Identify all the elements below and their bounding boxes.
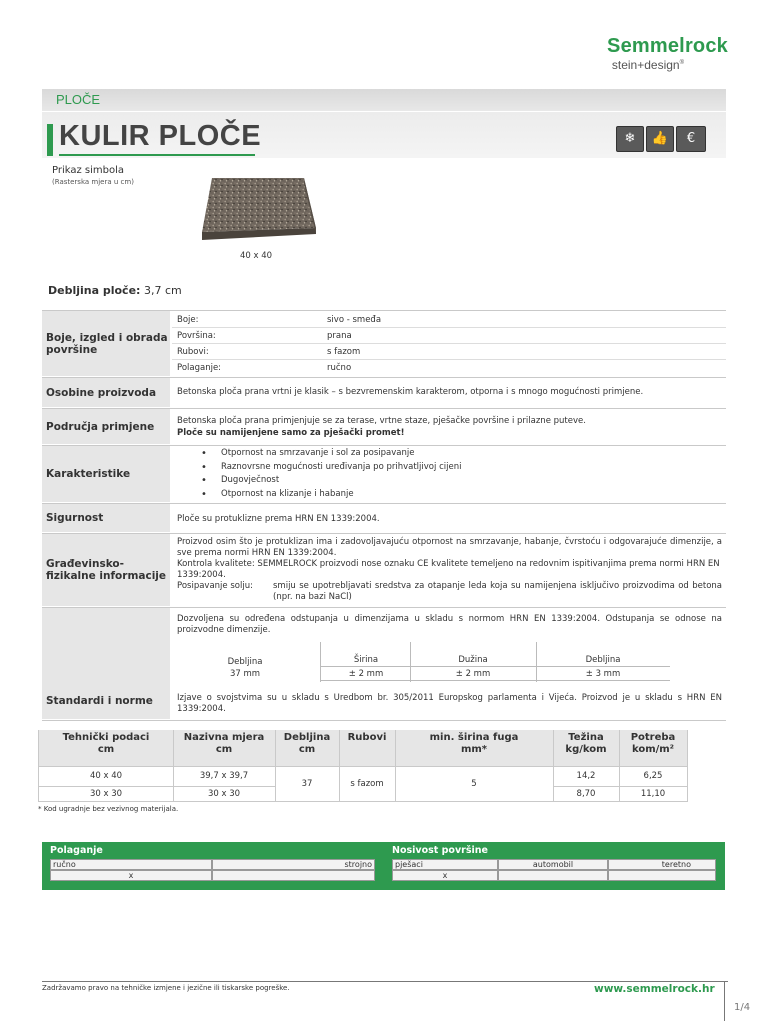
- divider: [38, 801, 688, 802]
- divider: [38, 766, 688, 767]
- spec-label-standards: Standardi i norme: [42, 608, 170, 719]
- appearance-value: s fazom: [327, 347, 361, 357]
- brand-logo: [552, 36, 728, 72]
- tolerance-header: Debljina: [585, 655, 621, 665]
- table-footnote: * Kod ugradnje bez vezivnog materijala.: [38, 805, 179, 813]
- salt-text: smiju se upotrebljavati sredstva za otapanje leda koja su namijenjena isključivo proizvodima od betona (npr. na bazi NaCl): [273, 581, 722, 602]
- table-cell: s fazom: [350, 779, 384, 789]
- table-cell: 6,25: [643, 771, 663, 781]
- thickness-label: Debljina ploče:: [48, 284, 141, 297]
- properties-text: Betonska ploča prana vrtni je klasik – s bezvremenskim karakterom, otporna i s mnogo mogućnosti primjene.: [177, 387, 644, 397]
- standards-text-1: Dozvoljena su određena odstupanja u dimenzijama u skladu s normom HRN EN 1339:2004. Odstupanja se odnose na proizvodne dimenzije.: [177, 614, 722, 635]
- header-unit: cm: [215, 744, 233, 755]
- load-option-car: automobil: [498, 859, 608, 870]
- load-mark-pedestrian: x: [392, 870, 498, 881]
- application-warning: Ploče su namijenjene samo za pješački promet!: [177, 428, 405, 438]
- appearance-key: Rubovi:: [177, 347, 209, 357]
- spec-label-appearance: Boje, izgled i obrada površine: [42, 311, 170, 376]
- table-cell: 37: [301, 779, 313, 789]
- list-item: • Dugovječnost: [201, 474, 461, 488]
- tolerance-value: 37 mm: [229, 669, 261, 679]
- category-band: [42, 89, 726, 111]
- safety-text: Ploče su protuklizne prema HRN EN 1339:2004.: [177, 514, 380, 524]
- title-accent-bar: [47, 124, 53, 156]
- standards-text-2: Izjave o svojstvima su u skladu s Uredbom br. 305/2011 Europskog parlamenta i Vijeća. Proizvod je u skladu s HRN EN 1339:2004.: [177, 693, 722, 714]
- load-title: Nosivost površine: [392, 845, 488, 856]
- header-unit: kg/kom: [565, 744, 607, 755]
- footer-disclaimer: Zadržavamo pravo na tehničke izmjene i jezične ili tiskarske pogreške.: [42, 984, 290, 992]
- divider: [38, 786, 174, 787]
- tolerance-value: ± 2 mm: [455, 669, 491, 679]
- header-line: Nazivna mjera: [183, 732, 265, 743]
- footer-divider: [724, 981, 725, 1021]
- application-text: Betonska ploča prana primjenjuje se za terase, vrtne staze, pješačke površine i prilazne puteve.: [177, 416, 586, 426]
- list-item: • Raznovrsne mogućnosti uređivanja po prihvatljivoj cijeni: [201, 461, 461, 475]
- tile-image: [200, 176, 318, 242]
- physics-text-2: Kontrola kvalitete: SEMMELROCK proizvodi nose oznaku CE kvalitete temeljeno na redovnim ispitivanjima prema normi HRN EN 1339:2004.: [177, 559, 720, 580]
- divider: [172, 343, 726, 344]
- header-line: Debljina: [283, 732, 331, 743]
- page-title: KULIR PLOČE: [59, 120, 262, 152]
- table-cell: 5: [471, 779, 477, 789]
- laying-mark-machine: [212, 870, 375, 881]
- list-item: • Otpornost na smrzavanje i sol za posipavanje: [201, 447, 461, 461]
- appearance-value: sivo - smeđa: [327, 315, 382, 325]
- salt-label: Posipavanje solju:: [177, 581, 253, 591]
- table-cell: 30 x 30: [89, 789, 123, 799]
- trademark-mark: ®: [679, 60, 684, 66]
- list-item: • Otpornost na klizanje i habanje: [201, 488, 461, 502]
- laying-option-manual: ručno: [50, 859, 212, 870]
- physics-text-1: Proizvod osim što je protuklizan ima i zadovoljavajuću otpornost na smrzavanje, habanje, čvrstoću i odgovarajuće dimenzije, a sve prema normi HRN EN 1339:2004.: [177, 537, 722, 558]
- tolerance-header: Debljina: [227, 657, 263, 667]
- appearance-key: Polaganje:: [177, 363, 222, 373]
- divider: [42, 720, 726, 721]
- appearance-key: Površina:: [177, 331, 216, 341]
- header-line: Rubovi: [347, 732, 387, 743]
- load-option-pedestrian: pješaci: [392, 859, 498, 870]
- divider: [172, 359, 726, 360]
- divider: [172, 327, 726, 328]
- header-unit: cm: [298, 744, 316, 755]
- table-cell: 11,10: [640, 789, 666, 799]
- spec-label-safety: Sigurnost: [42, 504, 170, 532]
- divider: [554, 786, 688, 787]
- tech-header: [174, 732, 274, 756]
- table-cell: 14,2: [576, 771, 596, 781]
- thickness-line: [48, 284, 182, 297]
- tile-size-label: 40 x 40: [239, 251, 273, 261]
- divider: [320, 642, 321, 682]
- divider: [410, 642, 411, 682]
- appearance-key: Boje:: [177, 315, 199, 325]
- table-cell: 8,70: [576, 789, 596, 799]
- tech-header: [620, 732, 686, 756]
- tolerance-value: ± 2 mm: [348, 669, 384, 679]
- divider: [174, 786, 276, 787]
- tolerance-header: Širina: [353, 655, 379, 665]
- header-unit: mm*: [460, 744, 488, 755]
- load-option-truck: teretno: [608, 859, 716, 870]
- divider: [536, 642, 537, 682]
- symbol-title: Prikaz simbola: [52, 165, 125, 176]
- header-line: min. širina fuga: [429, 732, 519, 743]
- tech-header: [396, 732, 552, 756]
- characteristics-list: [201, 447, 461, 501]
- tolerance-header: Dužina: [458, 655, 488, 665]
- tech-header: [340, 732, 394, 744]
- website-link[interactable]: www.semmelrock.hr: [594, 983, 715, 995]
- table-cell: 30 x 30: [207, 789, 241, 799]
- appearance-value: ručno: [327, 363, 352, 373]
- thumbs-up-icon: 👍: [646, 126, 674, 152]
- header-line: Potreba: [630, 732, 676, 743]
- tech-header: [554, 732, 618, 756]
- ce-mark-icon: €: [676, 126, 706, 152]
- footer-line: [42, 981, 728, 982]
- category-label: PLOČE: [56, 92, 101, 107]
- header-line: Težina: [568, 732, 604, 743]
- header-unit: kom/m²: [631, 744, 675, 755]
- laying-option-machine: strojno: [212, 859, 375, 870]
- load-mark-car: [498, 870, 608, 881]
- thickness-value: 3,7 cm: [143, 284, 182, 297]
- frost-salt-resistant-icon: ❄: [616, 126, 644, 152]
- appearance-value: prana: [327, 331, 352, 341]
- tagline-text: stein+design: [611, 58, 680, 72]
- laying-title: Polaganje: [50, 845, 103, 856]
- divider: [320, 666, 670, 667]
- brand-tagline: [552, 56, 684, 72]
- tech-header: [40, 732, 172, 756]
- symbol-note: (Rasterska mjera u cm): [52, 178, 134, 186]
- tolerance-value: ± 3 mm: [585, 669, 621, 679]
- header-line: Tehnički podaci: [62, 732, 150, 743]
- spec-label-application: Područja primjene: [42, 409, 170, 444]
- laying-mark-manual: x: [50, 870, 212, 881]
- spec-label-physics: Građevinsko-fizikalne informacije: [42, 534, 170, 606]
- header-unit: cm: [97, 744, 115, 755]
- divider: [320, 680, 670, 681]
- tech-header: [276, 732, 338, 756]
- table-cell: 40 x 40: [89, 771, 123, 781]
- load-mark-truck: [608, 870, 716, 881]
- spec-label-characteristics: Karakteristike: [42, 446, 170, 502]
- table-cell: 39,7 x 39,7: [199, 771, 249, 781]
- brand-name: Semmelrock: [607, 35, 728, 57]
- page-number: 1/4: [734, 1002, 751, 1013]
- spec-label-properties: Osobine proizvoda: [42, 378, 170, 407]
- title-underline: [59, 154, 255, 156]
